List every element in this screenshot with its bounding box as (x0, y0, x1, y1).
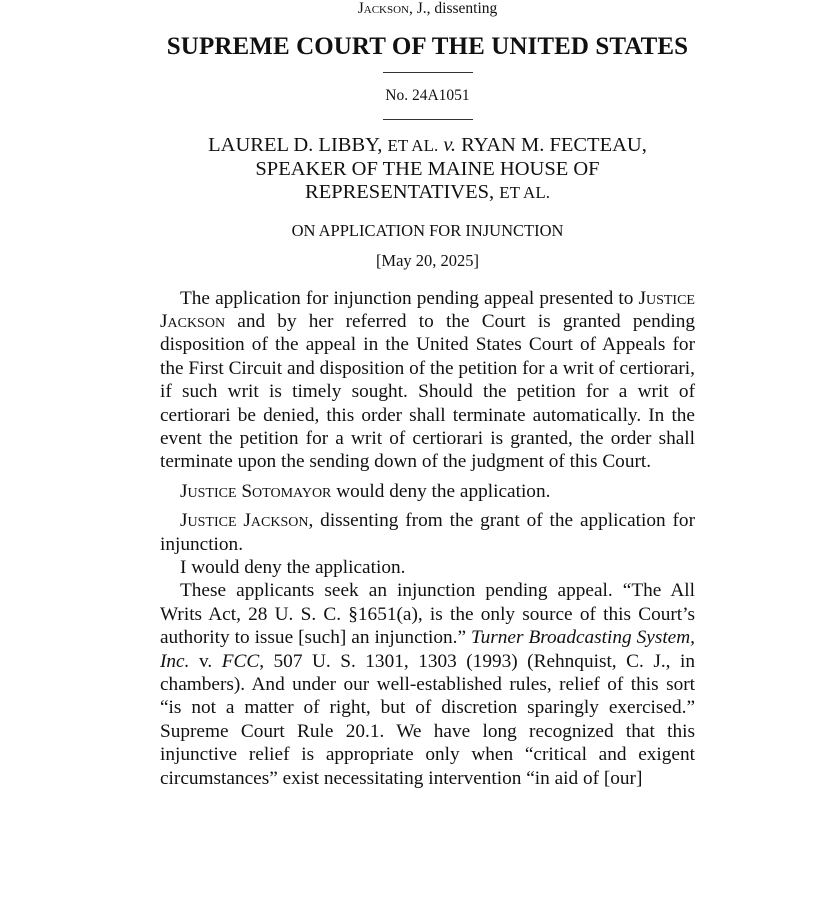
opinion-body (160, 287, 695, 791)
justice-name: Justice Jackson (180, 510, 309, 532)
order-text-a: The application for injunction pending appeal presented to (180, 287, 639, 309)
order-text-b: and by her referred to the Court is granted pending disposition of the appeal in the United States Court of Appeals for the First Circuit and disposition of the petition for a writ of certiorari, if such writ is timely sought. Should the petition for a writ of certiorari be denied, this order shall terminate automatically. In the event the petition for a writ of certiorari is granted, the order shall terminate upon the sending down of the judgment of this Court. (160, 310, 695, 473)
caption-line-2: SPEAKER OF THE MAINE HOUSE OF (255, 157, 600, 180)
case-citation-name: Turner Broadcasting System, Inc. (160, 627, 695, 672)
opinion-page (160, 0, 695, 790)
caption-party-2-cont: REPRESENTATIVES, (305, 181, 500, 203)
caption-versus: v. (438, 134, 462, 156)
caption-line-3 (160, 181, 695, 205)
caption-party-2: RYAN M. FECTEAU, (461, 134, 647, 156)
court-title: SUPREME COURT OF THE UNITED STATES (166, 33, 689, 60)
sotomayor-paragraph (160, 480, 695, 503)
dissent-heading-paragraph (160, 509, 695, 556)
dissent-text-a: These applicants seek an injunction pending appeal. “The All Writs Act, 28 U. S. C. §1651(a), is the only source of this Court’s authority to issue [such] an injunction.” (160, 580, 695, 649)
divider-top (383, 72, 473, 73)
order-paragraph (160, 287, 695, 474)
caption-et-al-1: ET AL. (387, 136, 439, 155)
running-head (160, 0, 695, 18)
case-caption (160, 134, 695, 205)
decision-date: [May 20, 2025] (375, 250, 480, 270)
justice-name: Justice Sotomayor (180, 480, 332, 502)
caption-party-1: LAUREL D. LIBBY, (208, 134, 388, 156)
caption-line-1 (160, 134, 695, 158)
dissent-paragraph-1: I would deny the application. (180, 556, 406, 578)
citation-versus: v. (189, 650, 222, 672)
dissent-heading-text: , dissenting from the grant of the application for injunction. (160, 510, 695, 555)
dissent-paragraph-2 (160, 579, 695, 790)
running-head-suffix: , J., dissenting (408, 0, 498, 17)
running-head-author: Jackson (357, 0, 409, 17)
caption-et-al-2: ET AL. (499, 183, 550, 202)
sotomayor-text: would deny the application. (331, 480, 551, 502)
application-subtitle: ON APPLICATION FOR INJUNCTION (291, 220, 564, 240)
divider-bottom (383, 119, 473, 120)
dissent-text-b: , 507 U. S. 1301, 1303 (1993) (Rehnquist, C. J., in chambers). And under our well-established rules, relief of this sort “is not a matter of right, but of discretion sparingly exercised.” Supreme Court Rule 20.1. We have long recognized that this injunctive relief is appropriate only when “critical and exigent circumstances” exist necessitating intervention “in aid of [our] (160, 650, 695, 789)
case-citation-fcc: FCC (221, 650, 260, 672)
justice-name: Justice Jackson (160, 287, 695, 332)
docket-number: No. 24A1051 (385, 87, 470, 104)
